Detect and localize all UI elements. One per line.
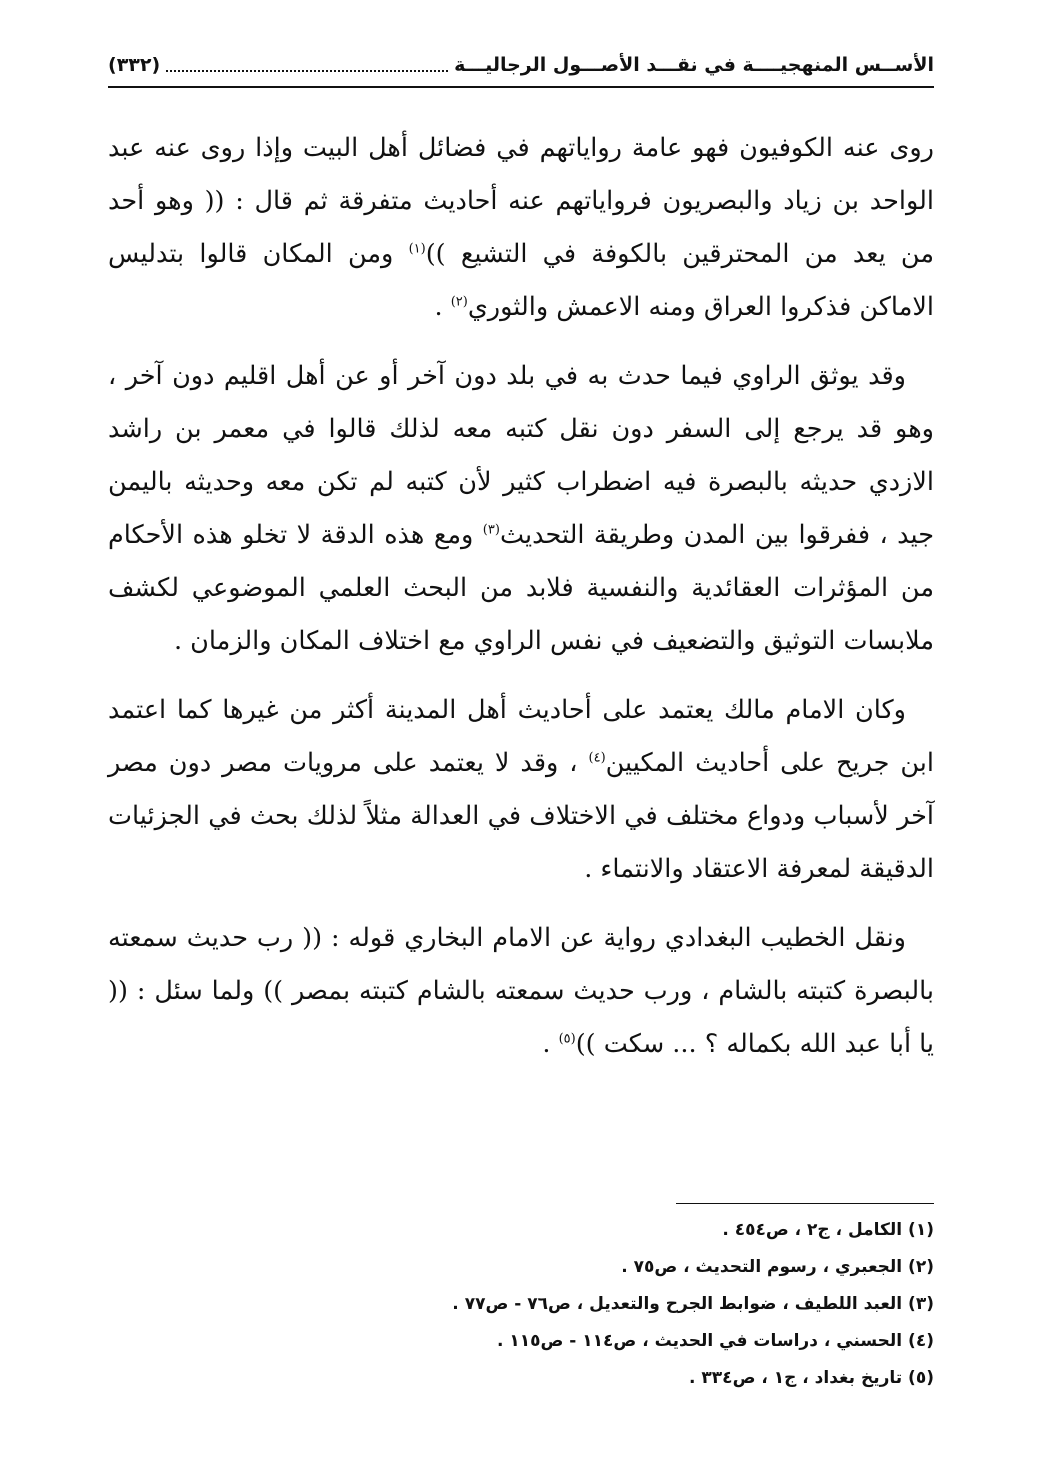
paragraph-text: ونقل الخطيب البغدادي رواية عن الامام البخاري قوله : (( رب حديث سمعته بالبصرة كتبته بالشام ، ورب حديث سمعته بالشام كتبته بمصر )) ولما سئل : (( يا أبا عبد الله بكماله ؟ ... سكت )): [108, 923, 934, 1059]
paragraph: [108, 350, 934, 668]
page-number: (٣٣٢): [108, 54, 161, 76]
footnote: (٥) تاريخ بغداد ، ج١ ، ص٣٣٤ .: [689, 1368, 934, 1388]
footnote-separator: [676, 1203, 934, 1204]
footnotes: [108, 1212, 934, 1397]
paragraph-text: .: [434, 292, 451, 322]
paragraph-text: وكان الامام مالك يعتمد على أحاديث أهل المدينة أكثر من غيرها كما اعتمد ابن جريح على أحاديث المكيين: [108, 695, 934, 778]
footnote-marker: (٥): [558, 1031, 576, 1047]
footnote: (٢) الجعبري ، رسوم التحديث ، ص٧٥ .: [621, 1257, 934, 1277]
paragraph-text: روى عنه الكوفيون فهو عامة رواياتهم في فضائل أهل البيت وإذا روى عنه عبد الواحد بن زياد والبصريون فرواياتهم عنه أحاديث متفرقة ثم قال : (( وهو أحد من يعد من المحترقين بالكوفة في التشيع )): [108, 133, 934, 269]
body-text: [108, 122, 934, 1087]
header-rule: [108, 86, 934, 88]
paragraph-text: ومن المكان قالوا بتدليس الاماكن فذكروا العراق ومنه الاعمش والثوري: [108, 239, 934, 322]
paragraph-text: ، وقد لا يعتمد على مرويات مصر دون مصر آخر لأسباب ودواع مختلف في الاختلاف في العدالة مثلاً لذلك بحث في الجزئيات الدقيقة لمعرفة الاعتقاد والانتماء .: [108, 748, 934, 884]
footnote-marker: (٤): [588, 750, 606, 766]
running-header: [108, 48, 934, 82]
footnote-marker: (٣): [482, 522, 500, 538]
footnote: (٤) الحسني ، دراسات في الحديث ، ص١١٤ - ص١١٥ .: [496, 1331, 934, 1351]
paragraph: [108, 684, 934, 896]
paragraph-text: ومع هذه الدقة لا تخلو هذه الأحكام من المؤثرات العقائدية والنفسية فلابد من البحث العلمي الموضوعي لكشف ملابسات التوثيق والتضعيف في نفس الراوي مع اختلاف المكان والزمان .: [108, 520, 934, 656]
paragraph-text: وقد يوثق الراوي فيما حدث به في بلد دون آخر أو عن أهل اقليم دون آخر ، وهو قد يرجع إلى السفر دون نقل كتبه معه لذلك قالوا في معمر بن راشد الازدي حديثه بالبصرة فيه اضطراب كثير لأن كتبه لم تكن معه وحديثه باليمن جيد ، ففرقوا بين المدن وطريقة التحديث: [108, 361, 934, 550]
footnote-marker: (٢): [450, 294, 468, 310]
paragraph-text: .: [542, 1029, 559, 1059]
paragraph: [108, 122, 934, 334]
dotted-leader: [166, 58, 448, 72]
running-title: الأســس المنهجيــــة في نقـــد الأصـــول الرجاليـــة: [454, 54, 934, 76]
footnote: (٣) العبد اللطيف ، ضوابط الجرح والتعديل ، ص٧٦ - ص٧٧ .: [452, 1294, 934, 1314]
book-page: [108, 0, 934, 1480]
footnote-marker: (١): [408, 241, 426, 257]
paragraph: [108, 912, 934, 1071]
footnote: (١) الكامل ، ج٢ ، ص٤٥٤ .: [722, 1220, 934, 1240]
